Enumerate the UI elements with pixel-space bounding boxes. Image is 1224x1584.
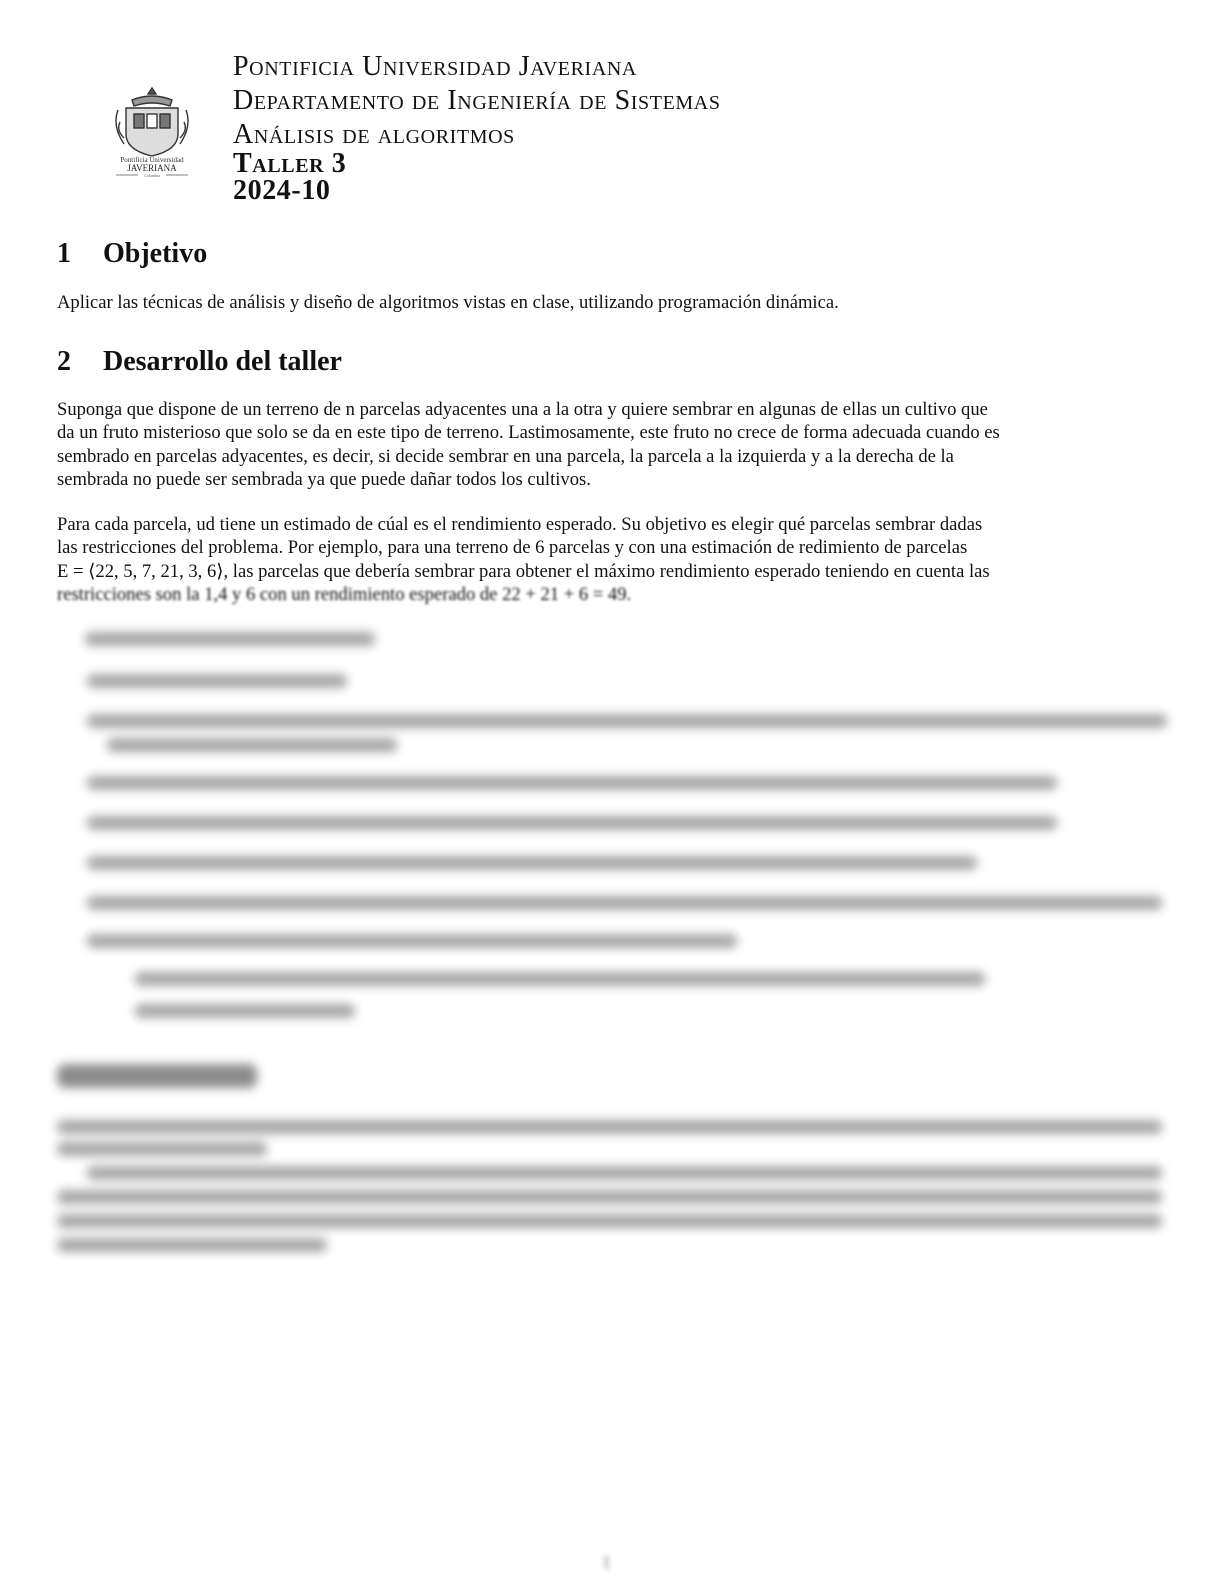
blurred-line bbox=[85, 632, 375, 646]
university-name: Pontificia Universidad Javeriana bbox=[233, 51, 637, 82]
svg-text:Colombia: Colombia bbox=[144, 173, 160, 178]
blurred-line bbox=[87, 934, 737, 948]
blurred-line bbox=[87, 714, 1167, 728]
blurred-heading bbox=[57, 1064, 257, 1088]
blurred-line bbox=[57, 1142, 267, 1156]
section-heading bbox=[57, 346, 342, 378]
paragraph-line: sembrado en parcelas adyacentes, es decir, si decide sembrar en una parcela, la parcela a la izquierda y a la derecha de la bbox=[57, 445, 954, 467]
svg-text:JAVERIANA: JAVERIANA bbox=[127, 163, 177, 173]
blurred-line bbox=[135, 1004, 355, 1018]
paragraph-line: E = ⟨22, 5, 7, 21, 3, 6⟩, las parcelas que debería sembrar para obtener el máximo rendimiento esperado teniendo en cuenta las bbox=[57, 560, 990, 582]
paragraph-line: Suponga que dispone de un terreno de n parcelas adyacentes una a la otra y quiere sembrar en algunas de ellas un cultivo que bbox=[57, 399, 988, 420]
university-logo bbox=[112, 86, 192, 178]
paragraph-line: restricciones son la 1,4 y 6 con un rendimiento esperado de 22 + 21 + 6 = 49. bbox=[57, 584, 632, 606]
blurred-line bbox=[107, 738, 397, 752]
paragraph-line: Aplicar las técnicas de análisis y diseño de algoritmos vistas en clase, utilizando programación dinámica. bbox=[57, 292, 839, 313]
blurred-line bbox=[135, 972, 985, 986]
blurred-line bbox=[87, 896, 1162, 910]
course-name: Análisis de algoritmos bbox=[233, 119, 515, 150]
blurred-line bbox=[87, 776, 1057, 790]
document-header bbox=[233, 50, 721, 204]
blurred-line bbox=[57, 1214, 1162, 1228]
paragraph bbox=[57, 291, 1162, 314]
page-number: 1 bbox=[602, 1552, 611, 1572]
paragraph-line: Para cada parcela, ud tiene un estimado de cúal es el rendimiento esperado. Su objetivo es elegir qué parcelas sembrar dadas bbox=[57, 514, 983, 535]
paragraph bbox=[57, 513, 1162, 607]
blurred-line bbox=[57, 1190, 1162, 1204]
paragraph-line: sembrada no puede ser sembrada ya que puede dañar todos los cultivos. bbox=[57, 469, 591, 491]
blurred-line bbox=[87, 816, 1057, 830]
paragraph-line: da un fruto misterioso que solo se da en este tipo de terreno. Lastimosamente, este fruto no crece de forma adecuada cuando es bbox=[57, 422, 1000, 444]
paragraph-line: las restricciones del problema. Por ejemplo, para una terreno de 6 parcelas y con una estimación de redimiento de parcelas bbox=[57, 537, 968, 559]
blurred-line bbox=[57, 1238, 327, 1252]
section-number: 2 bbox=[57, 346, 71, 377]
department-name: Departamento de Ingeniería de Sistemas bbox=[233, 85, 721, 116]
blurred-content bbox=[57, 600, 1167, 1260]
section-title: Objetivo bbox=[103, 238, 208, 269]
blurred-line bbox=[57, 1120, 1162, 1134]
section-heading bbox=[57, 238, 207, 270]
svg-text:Pontificia Universidad: Pontificia Universidad bbox=[120, 156, 184, 164]
section-number: 1 bbox=[57, 238, 71, 269]
blurred-line bbox=[87, 674, 347, 688]
paragraph bbox=[57, 398, 1162, 492]
blurred-line bbox=[87, 1166, 1162, 1180]
blurred-line bbox=[87, 856, 977, 870]
term: 2024-10 bbox=[233, 175, 331, 206]
assignment-title: Taller 3 bbox=[233, 148, 347, 179]
section-title: Desarrollo del taller bbox=[103, 346, 342, 377]
